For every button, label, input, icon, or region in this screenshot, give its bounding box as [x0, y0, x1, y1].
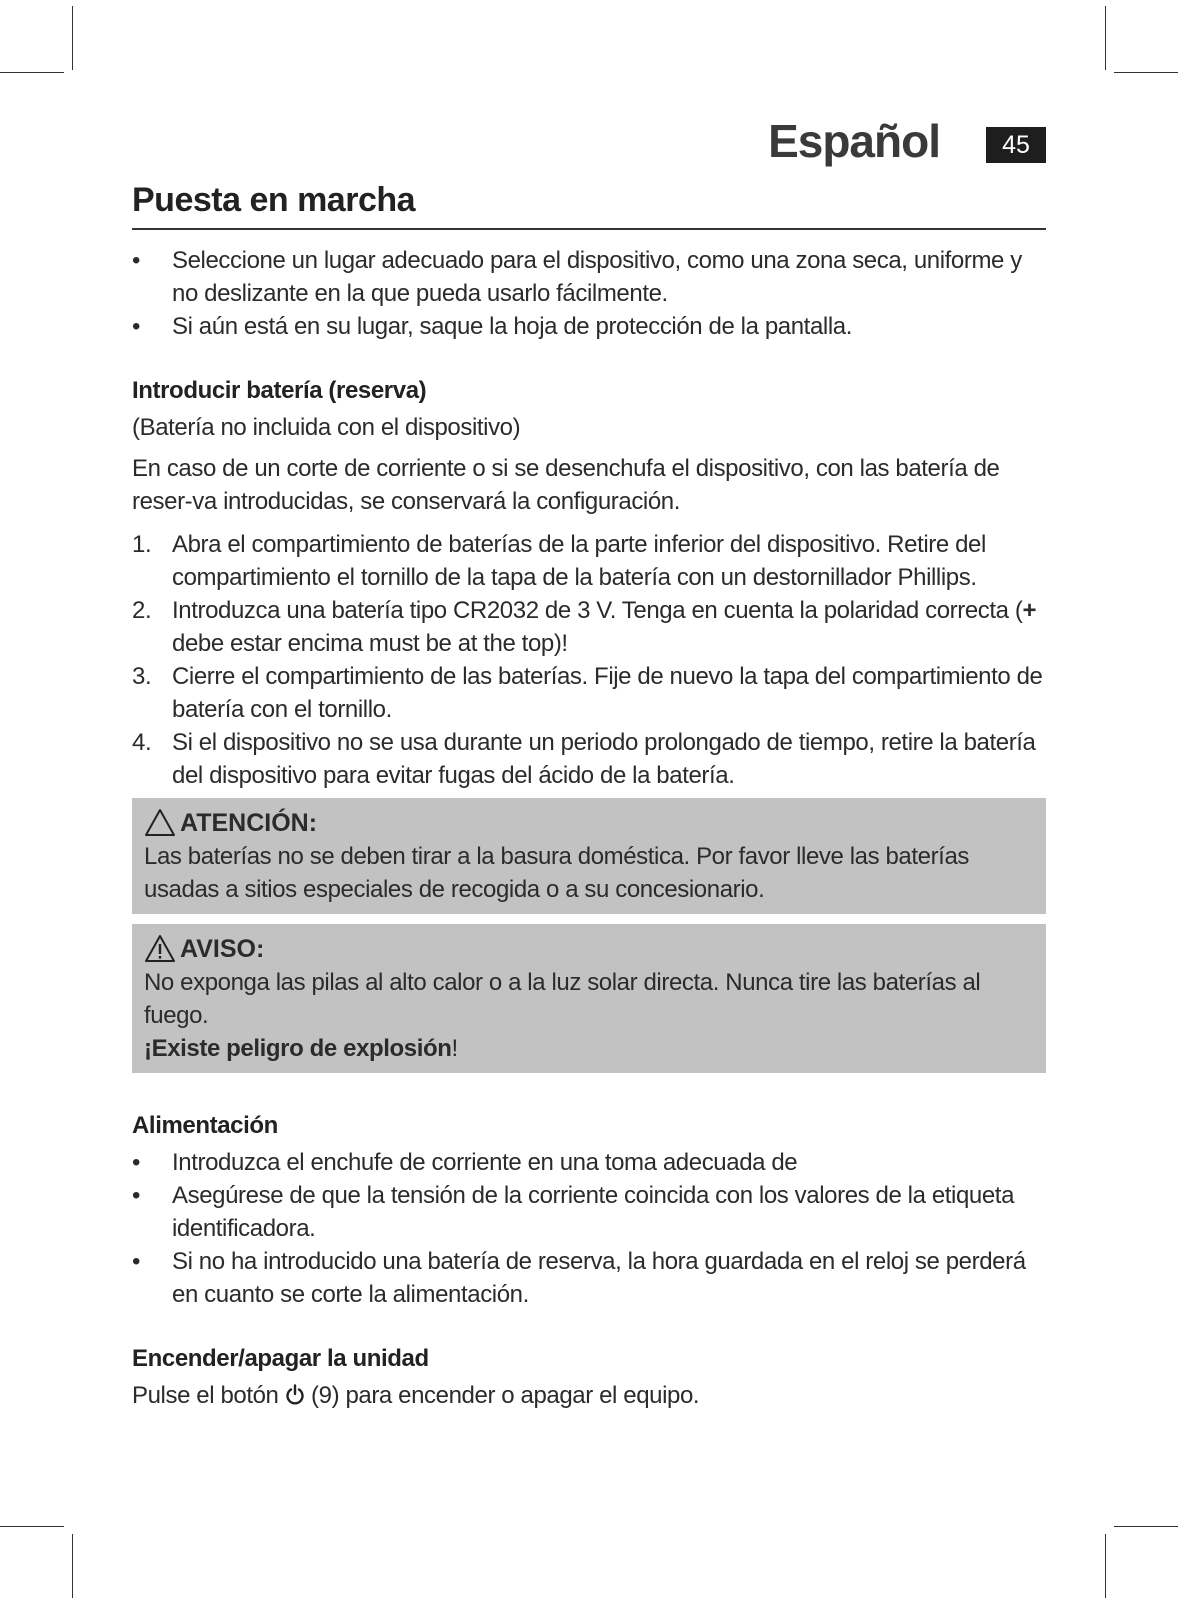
onoff-text — [132, 1379, 1046, 1412]
step-number: 1. — [132, 531, 152, 558]
step-text: Introduzca una batería tipo CR2032 de 3 V. Tenga en cuenta la polaridad correcta ( — [172, 597, 1023, 624]
list-item — [132, 1179, 1046, 1245]
battery-note: (Batería no incluida con el dispositivo) — [132, 414, 521, 441]
step-number: 3. — [132, 663, 152, 690]
onoff-heading: Encender/apagar la unidad — [132, 1345, 429, 1372]
warning-text: No exponga las pilas al alto calor o a la luz solar directa. Nunca tire las baterías al fuego. — [144, 969, 981, 1029]
step-item — [132, 528, 1046, 594]
warning-triangle-icon — [144, 808, 176, 838]
crop-mark — [0, 72, 64, 73]
list-item-text: Si no ha introducido una batería de reserva, la hora guardada en el reloj se perderá en cuanto se corte la alimentación. — [172, 1248, 1026, 1308]
bullet-marker: • — [132, 1248, 141, 1275]
list-item — [132, 1245, 1046, 1311]
warning-exclamation-icon — [144, 934, 176, 964]
list-item-text: Asegúrese de que la tensión de la corriente coincida con los valores de la etiqueta identificadora. — [172, 1182, 1015, 1242]
power-bullets — [132, 1146, 1046, 1311]
crop-mark — [1105, 1534, 1106, 1598]
list-item-text: Si aún está en su lugar, saque la hoja de protección de la pantalla. — [172, 313, 852, 340]
crop-mark — [72, 6, 73, 70]
attention-text: Las baterías no se deben tirar a la basura doméstica. Por favor lleve las baterías usadas a sitios especiales de recogida o a su concesionario. — [144, 843, 970, 903]
plus-sign: + — [1022, 597, 1037, 624]
step-number: 2. — [132, 597, 152, 624]
list-item-text: Seleccione un lugar adecuado para el dispositivo, como una zona seca, uniforme y no deslizante en la que pueda usarlo fácilmente. — [172, 247, 1022, 307]
attention-title: ATENCIÓN: — [180, 809, 318, 837]
list-item — [132, 1146, 1046, 1179]
step-text: Cierre el compartimiento de las baterías. Fije de nuevo la tapa del compartimiento de batería con el tornillo. — [172, 663, 1043, 723]
danger-end: ! — [451, 1035, 458, 1062]
bullet-marker: • — [132, 1149, 141, 1176]
step-item — [132, 726, 1046, 792]
list-item — [132, 244, 1046, 310]
power-heading: Alimentación — [132, 1112, 278, 1139]
step-number: 4. — [132, 729, 152, 756]
danger-line — [144, 1032, 1034, 1065]
danger-text: ¡Existe peligro de explosión — [144, 1035, 452, 1062]
power-icon — [285, 1384, 305, 1406]
bullet-marker: • — [132, 1182, 141, 1209]
page-content — [132, 176, 1046, 1412]
language-title: Español — [768, 115, 940, 167]
battery-intro: En caso de un corte de corriente o si se desenchufa el dispositivo, con las batería de reser-va introducidas, se conservará la configuración. — [132, 455, 1000, 515]
title-rule — [132, 228, 1046, 230]
step-text-end: debe estar encima must be at the top)! — [172, 630, 568, 657]
step-item — [132, 660, 1046, 726]
onoff-text-start: Pulse el botón — [132, 1382, 285, 1409]
step-item — [132, 594, 1046, 660]
warning-header — [144, 932, 1034, 966]
crop-mark — [1114, 72, 1178, 73]
attention-header — [144, 806, 1034, 840]
warning-box — [132, 924, 1046, 1073]
battery-heading: Introducir batería (reserva) — [132, 377, 427, 404]
crop-mark — [0, 1526, 64, 1527]
bullet-marker: • — [132, 247, 141, 274]
setup-bullets — [132, 244, 1046, 343]
crop-mark — [1114, 1526, 1178, 1527]
section-title: Puesta en marcha — [132, 181, 416, 219]
crop-mark — [72, 1534, 73, 1598]
crop-mark — [1105, 6, 1106, 70]
list-item — [132, 310, 1046, 343]
step-text: Abra el compartimiento de baterías de la parte inferior del dispositivo. Retire del compartimiento el tornillo de la tapa de la batería con un destornillador Phillips. — [172, 531, 986, 591]
battery-steps — [132, 528, 1046, 792]
attention-box — [132, 798, 1046, 914]
list-item-text: Introduzca el enchufe de corriente en una toma adecuada de — [172, 1149, 798, 1176]
bullet-marker: • — [132, 313, 141, 340]
page-number: 45 — [986, 127, 1046, 163]
onoff-text-end: (9) para encender o apagar el equipo. — [304, 1382, 700, 1409]
step-text: Si el dispositivo no se usa durante un periodo prolongado de tiempo, retire la batería del dispositivo para evitar fugas del ácido de la batería. — [172, 729, 1036, 789]
warning-title: AVISO: — [180, 935, 265, 963]
